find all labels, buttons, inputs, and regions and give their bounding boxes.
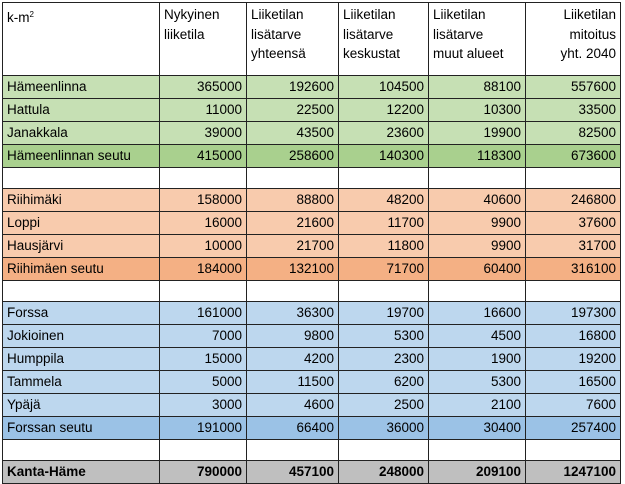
table-row xyxy=(3,212,621,235)
value-cell: 11500 xyxy=(247,371,339,394)
value-cell: 257400 xyxy=(526,417,621,440)
total-name: Kanta-Häme xyxy=(3,461,160,484)
region-name: Forssan seutu xyxy=(3,417,160,440)
value-cell: 258600 xyxy=(247,145,339,168)
value-cell: 37600 xyxy=(526,212,621,235)
empty-cell xyxy=(247,168,339,189)
value-cell: 11000 xyxy=(160,99,247,122)
value-cell: 132100 xyxy=(247,258,339,281)
empty-cell xyxy=(160,168,247,189)
value-cell: 104500 xyxy=(339,76,429,99)
value-cell: 184000 xyxy=(160,258,247,281)
municipality-name: Jokioinen xyxy=(3,325,160,348)
empty-cell xyxy=(160,281,247,302)
value-cell: 21600 xyxy=(247,212,339,235)
value-cell: 82500 xyxy=(526,122,621,145)
header-line: Liiketilan xyxy=(563,7,616,22)
empty-cell xyxy=(3,440,160,461)
value-cell: 1900 xyxy=(429,348,526,371)
value-cell: 4500 xyxy=(429,325,526,348)
header-line: yhteensä xyxy=(251,46,306,61)
value-cell: 10300 xyxy=(429,99,526,122)
total-value-cell: 209100 xyxy=(429,461,526,484)
value-cell: 316100 xyxy=(526,258,621,281)
col-header-current-space xyxy=(160,3,247,76)
header-line: yht. 2040 xyxy=(560,46,616,61)
total-value-cell: 248000 xyxy=(339,461,429,484)
value-cell: 16600 xyxy=(429,302,526,325)
header-line: Liiketilan xyxy=(251,7,304,22)
total-row xyxy=(3,461,621,484)
unit-superscript: 2 xyxy=(29,10,34,19)
municipality-name: Janakkala xyxy=(3,122,160,145)
header-line: keskustat xyxy=(343,46,401,61)
value-cell: 33500 xyxy=(526,99,621,122)
total-value-cell: 457100 xyxy=(247,461,339,484)
col-header-additional-total xyxy=(247,3,339,76)
total-value-cell: 790000 xyxy=(160,461,247,484)
value-cell: 11800 xyxy=(339,235,429,258)
header-line: muut alueet xyxy=(433,46,504,61)
value-cell: 3000 xyxy=(160,394,247,417)
value-cell: 4200 xyxy=(247,348,339,371)
value-cell: 48200 xyxy=(339,189,429,212)
table-row xyxy=(3,371,621,394)
table-row xyxy=(3,348,621,371)
value-cell: 9900 xyxy=(429,212,526,235)
municipality-name: Humppila xyxy=(3,348,160,371)
header-line: lisätarve xyxy=(251,26,302,42)
spacer-row xyxy=(3,281,621,302)
subtotal-row xyxy=(3,417,621,440)
value-cell: 161000 xyxy=(160,302,247,325)
empty-cell xyxy=(429,168,526,189)
retail-space-table xyxy=(2,2,621,484)
value-cell: 673600 xyxy=(526,145,621,168)
municipality-name: Hämeenlinna xyxy=(3,76,160,99)
municipality-name: Riihimäki xyxy=(3,189,160,212)
value-cell: 15000 xyxy=(160,348,247,371)
value-cell: 11700 xyxy=(339,212,429,235)
value-cell: 21700 xyxy=(247,235,339,258)
value-cell: 6200 xyxy=(339,371,429,394)
value-cell: 158000 xyxy=(160,189,247,212)
value-cell: 7600 xyxy=(526,394,621,417)
value-cell: 12200 xyxy=(339,99,429,122)
value-cell: 557600 xyxy=(526,76,621,99)
municipality-name: Loppi xyxy=(3,212,160,235)
municipality-name: Forssa xyxy=(3,302,160,325)
empty-cell xyxy=(526,440,621,461)
empty-cell xyxy=(429,440,526,461)
value-cell: 88800 xyxy=(247,189,339,212)
value-cell: 88100 xyxy=(429,76,526,99)
value-cell: 40600 xyxy=(429,189,526,212)
empty-cell xyxy=(247,440,339,461)
value-cell: 4600 xyxy=(247,394,339,417)
table-row xyxy=(3,325,621,348)
value-cell: 5300 xyxy=(339,325,429,348)
value-cell: 30400 xyxy=(429,417,526,440)
value-cell: 9800 xyxy=(247,325,339,348)
header-line: liiketila xyxy=(164,26,205,42)
region-name: Riihimäen seutu xyxy=(3,258,160,281)
value-cell: 36300 xyxy=(247,302,339,325)
value-cell: 2500 xyxy=(339,394,429,417)
header-line: Nykyinen xyxy=(164,7,220,22)
table-row xyxy=(3,302,621,325)
table-row xyxy=(3,99,621,122)
header-line: Liiketilan xyxy=(343,7,396,22)
empty-cell xyxy=(339,168,429,189)
header-line: lisätarve xyxy=(433,26,484,42)
empty-cell xyxy=(160,440,247,461)
municipality-name: Hattula xyxy=(3,99,160,122)
value-cell: 5000 xyxy=(160,371,247,394)
value-cell: 19900 xyxy=(429,122,526,145)
col-header-additional-centers xyxy=(339,3,429,76)
value-cell: 140300 xyxy=(339,145,429,168)
empty-cell xyxy=(526,281,621,302)
empty-cell xyxy=(3,168,160,189)
value-cell: 197300 xyxy=(526,302,621,325)
table-row xyxy=(3,122,621,145)
value-cell: 415000 xyxy=(160,145,247,168)
unit-header xyxy=(3,3,160,76)
col-header-additional-other xyxy=(429,3,526,76)
value-cell: 246800 xyxy=(526,189,621,212)
header-line: lisätarve xyxy=(343,26,394,42)
empty-cell xyxy=(339,281,429,302)
subtotal-row xyxy=(3,145,621,168)
value-cell: 10000 xyxy=(160,235,247,258)
unit-label: k-m xyxy=(7,10,30,25)
spacer-row xyxy=(3,168,621,189)
value-cell: 19200 xyxy=(526,348,621,371)
value-cell: 16000 xyxy=(160,212,247,235)
header-line: mitoitus xyxy=(569,26,616,42)
municipality-name: Tammela xyxy=(3,371,160,394)
total-value-cell: 1247100 xyxy=(526,461,621,484)
value-cell: 7000 xyxy=(160,325,247,348)
empty-cell xyxy=(3,281,160,302)
value-cell: 66400 xyxy=(247,417,339,440)
value-cell: 60400 xyxy=(429,258,526,281)
value-cell: 23600 xyxy=(339,122,429,145)
value-cell: 365000 xyxy=(160,76,247,99)
value-cell: 22500 xyxy=(247,99,339,122)
value-cell: 118300 xyxy=(429,145,526,168)
value-cell: 16500 xyxy=(526,371,621,394)
col-header-sizing-2040 xyxy=(526,3,621,76)
table-row xyxy=(3,189,621,212)
spacer-row xyxy=(3,440,621,461)
value-cell: 191000 xyxy=(160,417,247,440)
region-name: Hämeenlinnan seutu xyxy=(3,145,160,168)
empty-cell xyxy=(339,440,429,461)
table-row xyxy=(3,235,621,258)
municipality-name: Ypäjä xyxy=(3,394,160,417)
value-cell: 71700 xyxy=(339,258,429,281)
value-cell: 2100 xyxy=(429,394,526,417)
value-cell: 31700 xyxy=(526,235,621,258)
empty-cell xyxy=(526,168,621,189)
table-row xyxy=(3,394,621,417)
value-cell: 9900 xyxy=(429,235,526,258)
value-cell: 19700 xyxy=(339,302,429,325)
header-row xyxy=(3,3,621,76)
value-cell: 43500 xyxy=(247,122,339,145)
value-cell: 192600 xyxy=(247,76,339,99)
value-cell: 2300 xyxy=(339,348,429,371)
table-row xyxy=(3,76,621,99)
municipality-name: Hausjärvi xyxy=(3,235,160,258)
subtotal-row xyxy=(3,258,621,281)
empty-cell xyxy=(429,281,526,302)
value-cell: 39000 xyxy=(160,122,247,145)
value-cell: 16800 xyxy=(526,325,621,348)
value-cell: 36000 xyxy=(339,417,429,440)
value-cell: 5300 xyxy=(429,371,526,394)
header-line: Liiketilan xyxy=(433,7,486,22)
empty-cell xyxy=(247,281,339,302)
